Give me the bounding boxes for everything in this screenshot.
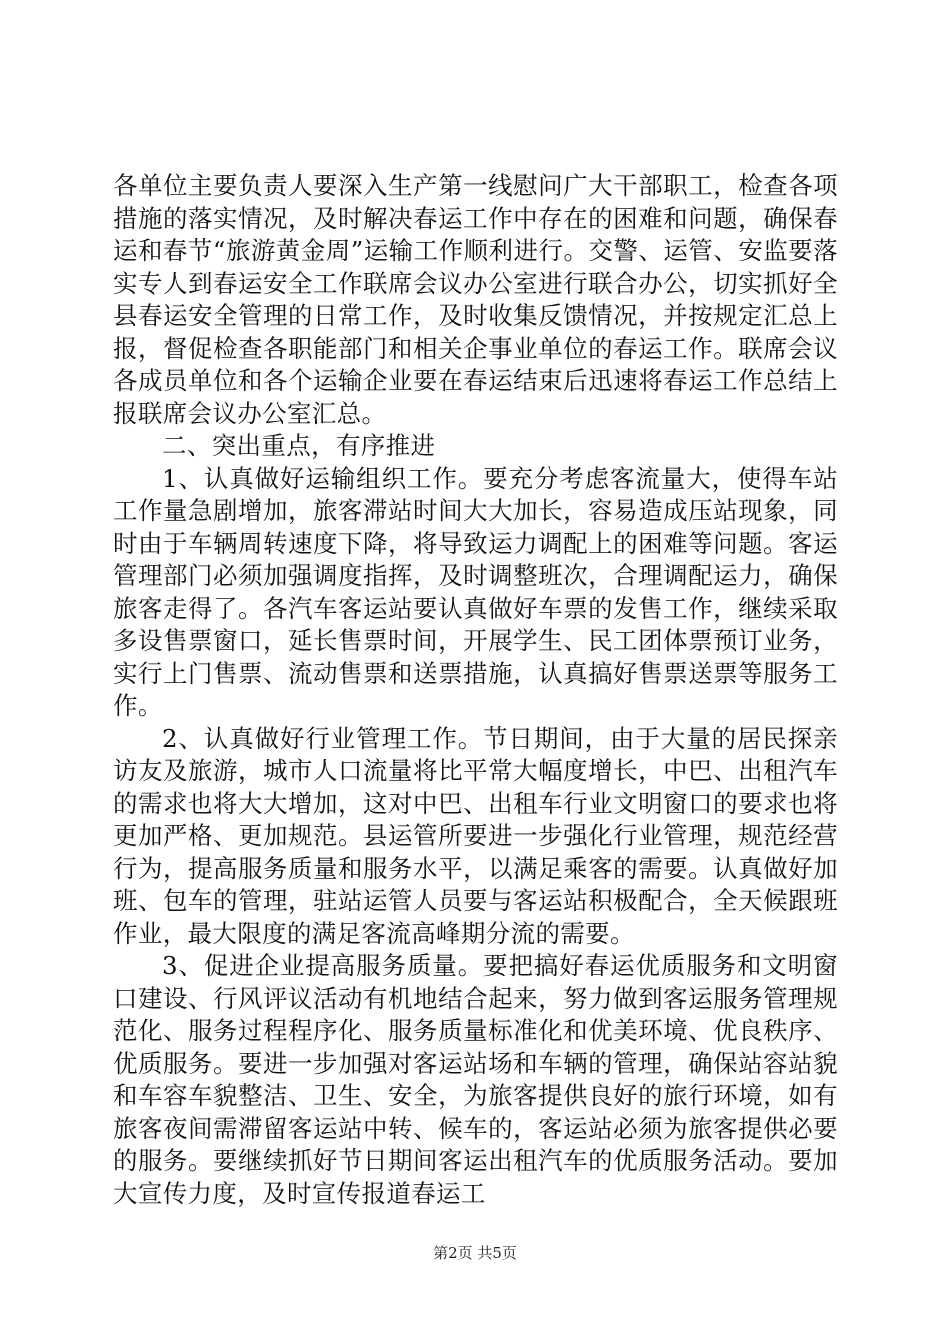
paragraph-transport-organization: 1、认真做好运输组织工作。要充分考虑客流量大，使得车站工作量急剧增加，旅客滞站时间大大加长，容易造成压站现象，同时由于车辆周转速度下降，将导致运力调配上的困难等问题。客运管理部门必须加强调度指挥，及时调整班次，合理调配运力，确保旅客走得了。各汽车客运站要认真做好车票的发售工作，继续采取多设售票窗口，延长售票时间，开展学生、民工团体票预订业务，实行上门售票、流动售票和送票措施，认真搞好售票送票等服务工作。 [113,463,838,720]
page-number-footer: 第2页 共5页 [433,1244,517,1262]
paragraph-service-quality: 3、促进企业提高服务质量。要把搞好春运优质服务和文明窗口建设、行风评议活动有机地结合起来，努力做到客运服务管理规范化、服务过程程序化、服务质量标准化和优美环境、优良秩序、优质服务。要进一步加强对客运站场和车辆的管理，确保站容站貌和车容车貌整洁、卫生、安全，为旅客提供良好的旅行环境，如有旅客夜间需滞留客运站中转、候车的，客运站必须为旅客提供必要的服务。要继续抓好节日期间客运出租汽车的优质服务活动。要加大宣传力度，及时宣传报道春运工 [113,951,838,1208]
document-body [113,170,838,1210]
paragraph-industry-management: 2、认真做好行业管理工作。节日期间，由于大量的居民探亲访友及旅游，城市人口流量将比平常大幅度增长，中巴、出租汽车的需求也将大大增加，这对中巴、出租车行业文明窗口的要求也将更加严格、更加规范。县运管所要进一步强化行业管理，规范经营行为，提高服务质量和服务水平，以满足乘客的需要。认真做好加班、包车的管理，驻站运管人员要与客运站积极配合，全天候跟班作业，最大限度的满足客流高峰期分流的需要。 [113,723,838,948]
section-heading: 二、突出重点，有序推进 [162,431,436,460]
paragraph-continued: 各单位主要负责人要深入生产第一线慰问广大干部职工，检查各项措施的落实情况，及时解决春运工作中存在的困难和问题，确保春运和春节“旅游黄金周”运输工作顺利进行。交警、运管、安监要落实专人到春运安全工作联席会议办公室进行联合办公，切实抓好全县春运安全管理的日常工作，及时收集反馈情况，并按规定汇总上报，督促检查各职能部门和相关企事业单位的春运工作。联席会议各成员单位和各个运输企业要在春运结束后迅速将春运工作总结上报联席会议办公室汇总。 [113,171,838,428]
